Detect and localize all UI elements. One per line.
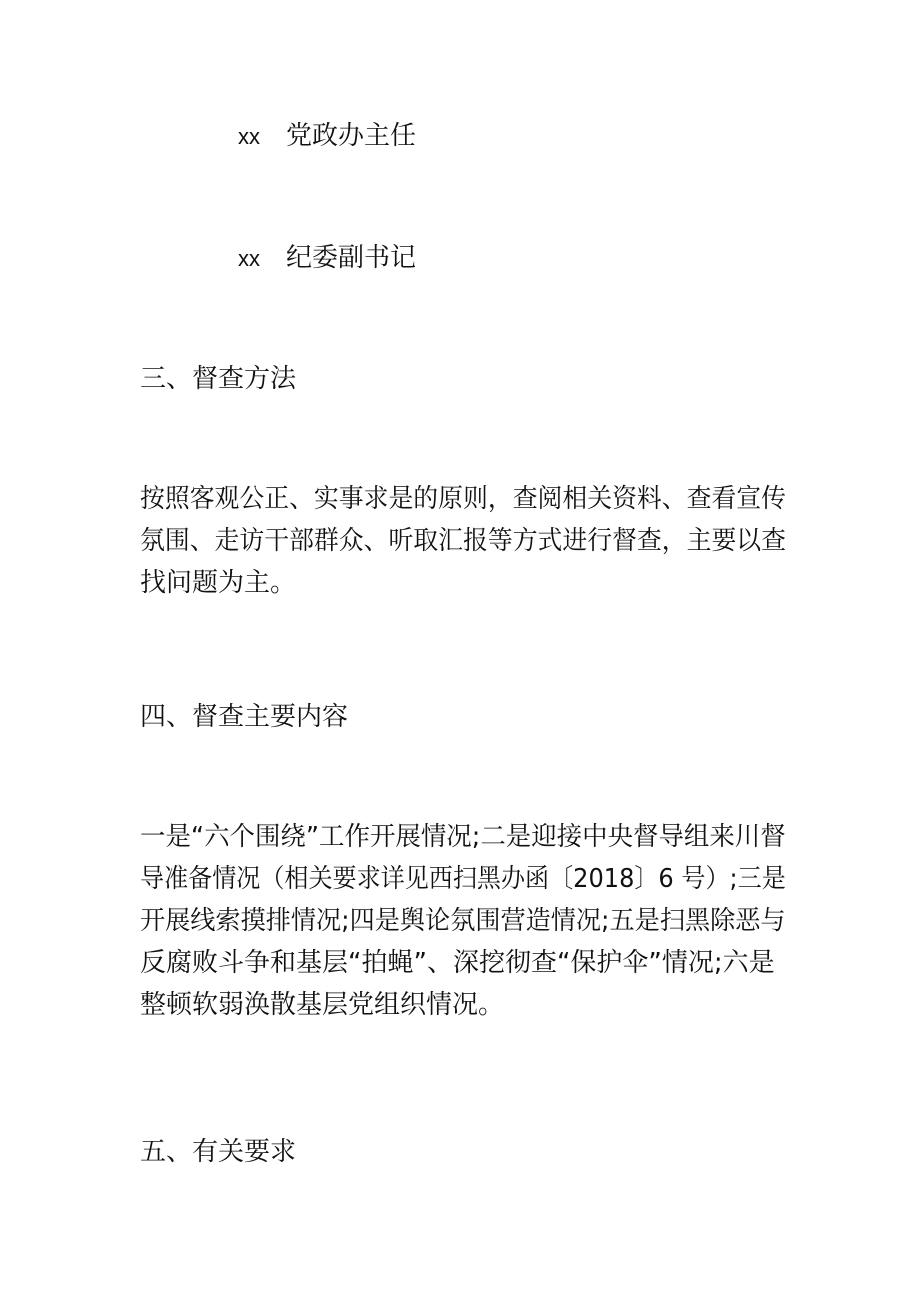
paragraph-line: 找问题为主。 bbox=[140, 568, 297, 598]
section-heading: 五、有关要求 bbox=[140, 1137, 297, 1167]
paragraph-line: 反腐败斗争和基层“拍蝇”、深挖彻查“保护伞”情况;六是 bbox=[140, 948, 775, 978]
section-paragraph bbox=[140, 816, 786, 1026]
paragraph-line: 导准备情况（相关要求详见西扫黑办函〔2018〕6 号）;三是 bbox=[140, 864, 786, 894]
section-heading: 四、督查主要内容 bbox=[140, 702, 349, 732]
member-line bbox=[238, 238, 416, 279]
paragraph-line: 一是“六个围绕”工作开展情况;二是迎接中央督导组来川督 bbox=[140, 822, 786, 852]
member-name: xx bbox=[238, 124, 260, 149]
member-role: 党政办主任 bbox=[286, 121, 417, 151]
section-heading: 三、督查方法 bbox=[140, 364, 297, 394]
paragraph-line: 按照客观公正、实事求是的原则，查阅相关资料、查看宣传 bbox=[140, 484, 787, 514]
section-paragraph bbox=[140, 478, 786, 604]
member-name: xx bbox=[238, 246, 260, 271]
paragraph-line: 开展线索摸排情况;四是舆论氛围营造情况;五是扫黑除恶与 bbox=[140, 906, 786, 936]
paragraph-line: 整顿软弱涣散基层党组织情况。 bbox=[140, 990, 505, 1020]
paragraph-line: 氛围、走访干部群众、听取汇报等方式进行督查，主要以查 bbox=[140, 526, 787, 556]
member-line bbox=[238, 116, 416, 157]
member-role: 纪委副书记 bbox=[286, 243, 417, 273]
